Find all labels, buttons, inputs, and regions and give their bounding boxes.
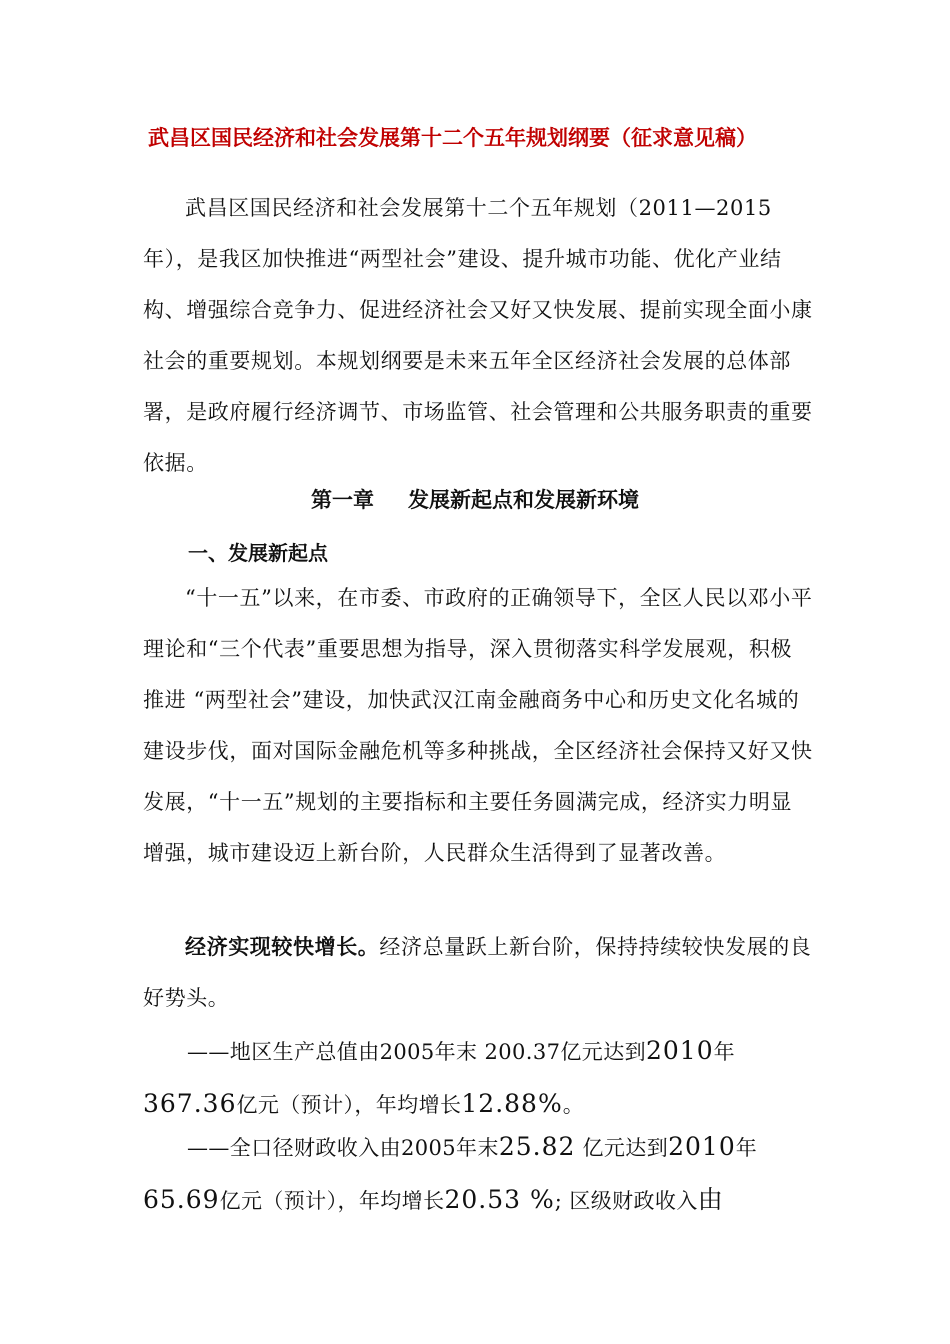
gdp-stat — [143, 1025, 843, 1131]
section-heading: 一、发展新起点 — [188, 541, 328, 565]
gdp-end: 。 — [562, 1093, 585, 1117]
intro-paragraph: 武昌区国民经济和社会发展第十二个五年规划（2011—2015年），是我区加快推进“两型社会”建设、提升城市功能、优化产业结构、增强综合竞争力、促进经济社会又好又快发展、提前实现全面小康社会的重要规划。本规划纲要是未来五年全区经济社会发展的总体部署，是政府履行经济调节、市场监管、社会管理和公共服务职责的重要依据。 — [143, 196, 813, 475]
revenue-year: 2010 — [668, 1132, 736, 1161]
revenue-rest: 亿元（预计），年均增长 — [219, 1189, 445, 1213]
revenue-value: 65.69 — [143, 1185, 220, 1214]
revenue-mid: 亿元达到 — [575, 1136, 669, 1160]
gdp-value: 367.36 — [143, 1089, 237, 1118]
revenue-stat — [143, 1121, 843, 1227]
chapter-number: 第一章 — [311, 488, 374, 512]
revenue-end: ; 区级财政收入 — [554, 1189, 698, 1213]
revenue-start-value: 25.82 — [498, 1132, 576, 1161]
chapter-name: 发展新起点和发展新环境 — [408, 488, 639, 512]
gdp-year: 2010 — [646, 1036, 714, 1065]
gdp-prefix: ——地区生产总值由2005年末 200.37亿元达到 — [187, 1040, 646, 1064]
gdp-rest: 亿元（预计），年均增长 — [236, 1093, 462, 1117]
revenue-tail: 由 — [697, 1185, 724, 1214]
gdp-growth: 12.88% — [461, 1089, 563, 1118]
document-title: 武昌区国民经济和社会发展第十二个五年规划纲要（征求意见稿） — [148, 126, 757, 150]
chapter-heading — [0, 484, 950, 514]
revenue-prefix: ——全口径财政收入由2005年末 — [187, 1136, 499, 1160]
revenue-year-suffix: 年 — [735, 1136, 758, 1160]
economy-text: 经济总量跃上新台阶，保持持续较快发展的良好势头。 — [143, 935, 812, 1010]
economy-lead: 经济实现较快增长。 — [185, 935, 380, 959]
section-paragraph: “十一五”以来，在市委、市政府的正确领导下，全区人民以邓小平理论和“三个代表”重要思想为指导，深入贯彻落实科学发展观，积极推进 “两型社会”建设，加快武汉江南金融商务中心和历史文化名城的建设步伐，面对国际金融危机等多种挑战，全区经济社会保持又好又快发展，“十一五”规划的主要指标和主要任务圆满完成，经济实力明显增强，城市建设迈上新台阶，人民群众生活得到了显著改善。 — [143, 586, 813, 865]
economy-paragraph — [143, 922, 813, 1024]
gdp-year-suffix: 年 — [713, 1040, 736, 1064]
revenue-growth: 20.53 % — [444, 1185, 555, 1214]
